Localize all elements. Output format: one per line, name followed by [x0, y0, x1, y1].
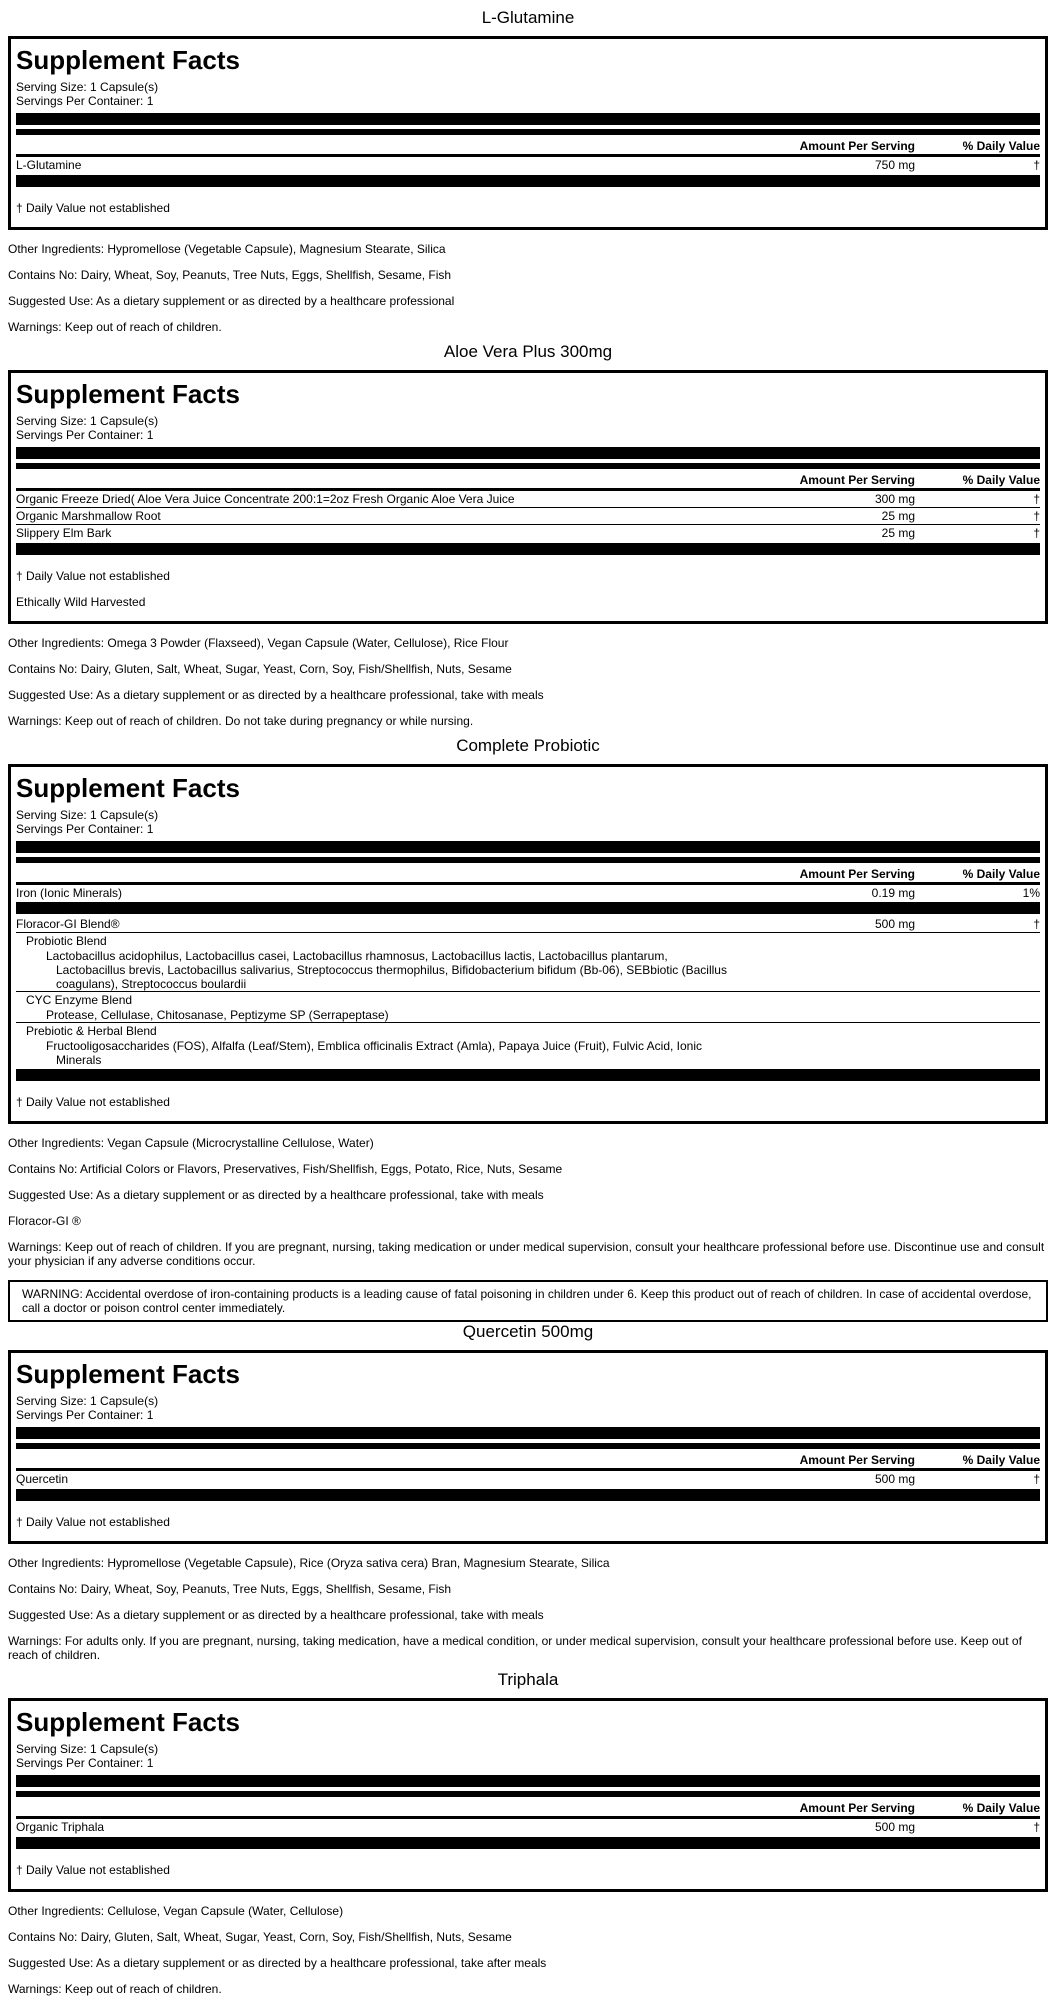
contains-no: Contains No: Dairy, Wheat, Soy, Peanuts, Tree Nuts, Eggs, Shellfish, Sesame, Fish: [8, 1582, 452, 1596]
ingredient-amount: 25 mg: [881, 526, 915, 540]
amount-per-serving-header: Amount Per Serving: [799, 139, 915, 153]
other-ingredients: Other Ingredients: Cellulose, Vegan Capsule (Water, Cellulose): [8, 1904, 344, 1918]
ingredient-name: Organic Triphala: [16, 1820, 105, 1834]
divider-bar: [16, 1775, 1040, 1787]
trademark-note: Floracor-GI ®: [8, 1214, 81, 1228]
product-title: L-Glutamine: [481, 8, 575, 27]
servings-per-container: Servings Per Container: 1: [16, 1408, 154, 1422]
ingredient-amount: 300 mg: [874, 492, 915, 506]
sub-blend-enzyme: [16, 991, 1040, 1022]
ingredient-dv: †: [1033, 1472, 1040, 1486]
warnings: Warnings: Keep out of reach of children.: [8, 320, 222, 334]
sub-blend-line: coagulans), Streptococcus boulardii: [56, 977, 247, 991]
daily-value-header: % Daily Value: [962, 1453, 1040, 1467]
warnings: Warnings: Keep out of reach of children. Do not take during pregnancy or while nursing.: [8, 714, 474, 728]
ingredient-row: [16, 524, 1040, 541]
divider-bar: [16, 841, 1040, 853]
product-aloe-vera-plus: [0, 334, 1056, 728]
sub-blend-line: Lactobacillus brevis, Lactobacillus salivarius, Streptococcus thermophilus, Bifidobacterium bifidum (Bb-06), SEBbiotic (Bacillus: [56, 963, 727, 977]
product-triphala: [0, 1662, 1056, 1996]
contains-no: Contains No: Dairy, Wheat, Soy, Peanuts, Tree Nuts, Eggs, Shellfish, Sesame, Fish: [8, 268, 452, 282]
other-ingredients: Other Ingredients: Hypromellose (Vegetable Capsule), Rice (Oryza sativa cera) Bran, Magnesium Stearate, Silica: [8, 1556, 610, 1570]
sub-blend-line: Fructooligosaccharides (FOS), Alfalfa (Leaf/Stem), Emblica officinalis Extract (Amla), Papaya Juice (Fruit), Fulvic Acid, Ionic: [46, 1039, 703, 1053]
ingredient-amount: 500 mg: [874, 1820, 915, 1834]
other-ingredients: Other Ingredients: Omega 3 Powder (Flaxseed), Vegan Capsule (Water, Cellulose), Rice Flour: [8, 636, 509, 650]
supplement-facts-heading: Supplement Facts: [16, 1707, 240, 1737]
divider-bar: [16, 1069, 1040, 1081]
ingredient-name: Quercetin: [16, 1472, 69, 1486]
ingredient-row: [16, 157, 1040, 173]
product-title: Quercetin 500mg: [462, 1322, 594, 1341]
ingredient-dv: †: [1033, 1820, 1040, 1834]
supplement-facts-panel: [8, 1350, 1048, 1544]
divider-bar: [16, 543, 1040, 555]
suggested-use: Suggested Use: As a dietary supplement or as directed by a healthcare professional: [8, 294, 455, 308]
column-header-row: [16, 866, 1040, 882]
serving-size: Serving Size: 1 Capsule(s): [16, 808, 159, 822]
blend-dv: †: [1033, 917, 1040, 931]
other-ingredients: Other Ingredients: Hypromellose (Vegetable Capsule), Magnesium Stearate, Silica: [8, 242, 446, 256]
divider-bar: [16, 175, 1040, 187]
ingredient-amount: 750 mg: [874, 158, 915, 172]
sub-blend-name: Prebiotic & Herbal Blend: [16, 1022, 1040, 1039]
dv-footnote: † Daily Value not established: [16, 1095, 170, 1109]
sub-blend-name: Probiotic Blend: [16, 932, 1040, 949]
amount-per-serving-header: Amount Per Serving: [799, 1801, 915, 1815]
ingredient-dv: †: [1033, 526, 1040, 540]
suggested-use: Suggested Use: As a dietary supplement or as directed by a healthcare professional, take after meals: [8, 1956, 547, 1970]
ingredient-amount: 25 mg: [881, 509, 915, 523]
product-title: Complete Probiotic: [456, 736, 600, 755]
ingredient-row: [16, 507, 1040, 524]
divider-bar: [16, 902, 1040, 914]
ingredient-amount: 500 mg: [874, 1472, 915, 1486]
suggested-use: Suggested Use: As a dietary supplement or as directed by a healthcare professional, take with meals: [8, 1188, 544, 1202]
column-header-row: [16, 138, 1040, 154]
ingredient-amount: 0.19 mg: [871, 886, 915, 900]
daily-value-header: % Daily Value: [962, 867, 1040, 881]
serving-size: Serving Size: 1 Capsule(s): [16, 1742, 159, 1756]
supplement-facts-panel: [8, 36, 1048, 230]
sub-blend-probiotic: [16, 932, 1040, 991]
supplement-facts-heading: Supplement Facts: [16, 379, 240, 409]
ingredient-name: Organic Freeze Dried( Aloe Vera Juice Concentrate 200:1=2oz Fresh Organic Aloe Vera Juice: [16, 492, 515, 506]
contains-no: Contains No: Dairy, Gluten, Salt, Wheat, Sugar, Yeast, Corn, Soy, Fish/Shellfish, Nuts, Sesame: [8, 1930, 512, 1944]
product-title: Triphala: [497, 1670, 559, 1689]
daily-value-header: % Daily Value: [962, 1801, 1040, 1815]
divider-bar: [16, 129, 1040, 135]
sub-blend-ingredients: [16, 1039, 1040, 1067]
sub-blend-line: Protease, Cellulase, Chitosanase, Peptizyme SP (Serrapeptase): [46, 1008, 389, 1022]
ingredient-name: Slippery Elm Bark: [16, 526, 112, 540]
dv-footnote: † Daily Value not established: [16, 1863, 170, 1877]
ingredient-row: [16, 1471, 1040, 1487]
divider-bar: [16, 463, 1040, 469]
serving-size: Serving Size: 1 Capsule(s): [16, 80, 159, 94]
amount-per-serving-header: Amount Per Serving: [799, 867, 915, 881]
amount-per-serving-header: Amount Per Serving: [799, 1453, 915, 1467]
suggested-use: Suggested Use: As a dietary supplement or as directed by a healthcare professional, take with meals: [8, 1608, 544, 1622]
sub-blend-line: Lactobacillus acidophilus, Lactobacillus casei, Lactobacillus rhamnosus, Lactobacillus lactis, Lactobacillus plantarum,: [46, 949, 668, 963]
ingredient-dv: †: [1033, 492, 1040, 506]
contains-no: Contains No: Artificial Colors or Flavors, Preservatives, Fish/Shellfish, Eggs, Potato, Rice, Nuts, Sesame: [8, 1162, 563, 1176]
ingredient-name: L-Glutamine: [16, 158, 82, 172]
supplement-facts-panel: [8, 370, 1048, 624]
column-header-row: [16, 1800, 1040, 1816]
ingredient-row: [16, 885, 1040, 901]
column-header-row: [16, 1452, 1040, 1468]
product-quercetin: [0, 1322, 1056, 1662]
divider-bar: [16, 857, 1040, 863]
column-header-row: [16, 472, 1040, 488]
daily-value-header: % Daily Value: [962, 473, 1040, 487]
ingredient-row: [16, 1819, 1040, 1835]
ingredient-dv: 1%: [1022, 886, 1040, 900]
sub-blend-prebiotic: [16, 1022, 1040, 1067]
ingredient-name: Iron (Ionic Minerals): [16, 886, 123, 900]
sub-blend-ingredients: [16, 949, 1040, 991]
harvest-note: Ethically Wild Harvested: [16, 595, 146, 609]
ingredient-row: [16, 491, 1040, 507]
dv-footnote: † Daily Value not established: [16, 569, 170, 583]
warnings: Warnings: Keep out of reach of children.: [8, 1982, 222, 1996]
ingredient-name: Organic Marshmallow Root: [16, 509, 161, 523]
other-ingredients: Other Ingredients: Vegan Capsule (Microcrystalline Cellulose, Water): [8, 1136, 374, 1150]
sub-blend-line: Minerals: [56, 1053, 102, 1067]
warnings: Warnings: For adults only. If you are pregnant, nursing, taking medication, have a medical condition, or under medical supervision, consult your healthcare professional before use. Keep out of reach of children.: [8, 1634, 1022, 1662]
ingredient-dv: †: [1033, 158, 1040, 172]
supplement-facts-heading: Supplement Facts: [16, 1359, 240, 1389]
servings-per-container: Servings Per Container: 1: [16, 94, 154, 108]
servings-per-container: Servings Per Container: 1: [16, 822, 154, 836]
warnings: Warnings: Keep out of reach of children. If you are pregnant, nursing, taking medication or under medical supervision, consult your healthcare professional before use. Discontinue use and consult your physician if any adverse conditions occur.: [8, 1240, 1045, 1268]
sub-blend-ingredients: [16, 1008, 1040, 1022]
supplement-facts-panel: [8, 1698, 1048, 1892]
divider-bar: [16, 113, 1040, 125]
divider-bar: [16, 1837, 1040, 1849]
supplement-facts-heading: Supplement Facts: [16, 773, 240, 803]
daily-value-header: % Daily Value: [962, 139, 1040, 153]
divider-bar: [16, 1791, 1040, 1797]
serving-size: Serving Size: 1 Capsule(s): [16, 1394, 159, 1408]
dv-footnote: † Daily Value not established: [16, 201, 170, 215]
product-l-glutamine: [0, 0, 1056, 334]
ingredient-dv: †: [1033, 509, 1040, 523]
contains-no: Contains No: Dairy, Gluten, Salt, Wheat, Sugar, Yeast, Corn, Soy, Fish/Shellfish, Nuts, Sesame: [8, 662, 512, 676]
sub-blend-name: CYC Enzyme Blend: [16, 991, 1040, 1008]
suggested-use: Suggested Use: As a dietary supplement or as directed by a healthcare professional, take with meals: [8, 688, 544, 702]
iron-warning-box: WARNING: Accidental overdose of iron-containing products is a leading cause of fatal poisoning in children under 6. Keep this product out of reach of children. In case of accidental overdose, call a doctor or poison control center immediately.: [8, 1280, 1048, 1322]
blend-amount: 500 mg: [874, 917, 915, 931]
blend-name: Floracor-GI Blend®: [16, 917, 120, 931]
divider-bar: [16, 1427, 1040, 1439]
servings-per-container: Servings Per Container: 1: [16, 428, 154, 442]
serving-size: Serving Size: 1 Capsule(s): [16, 414, 159, 428]
product-title: Aloe Vera Plus 300mg: [443, 342, 613, 361]
dv-footnote: † Daily Value not established: [16, 1515, 170, 1529]
servings-per-container: Servings Per Container: 1: [16, 1756, 154, 1770]
blend-row: [16, 916, 1040, 932]
amount-per-serving-header: Amount Per Serving: [799, 473, 915, 487]
divider-bar: [16, 1489, 1040, 1501]
supplement-facts-heading: Supplement Facts: [16, 45, 240, 75]
supplement-facts-panel: [8, 764, 1048, 1124]
divider-bar: [16, 1443, 1040, 1449]
divider-bar: [16, 447, 1040, 459]
product-complete-probiotic: [0, 728, 1056, 1322]
